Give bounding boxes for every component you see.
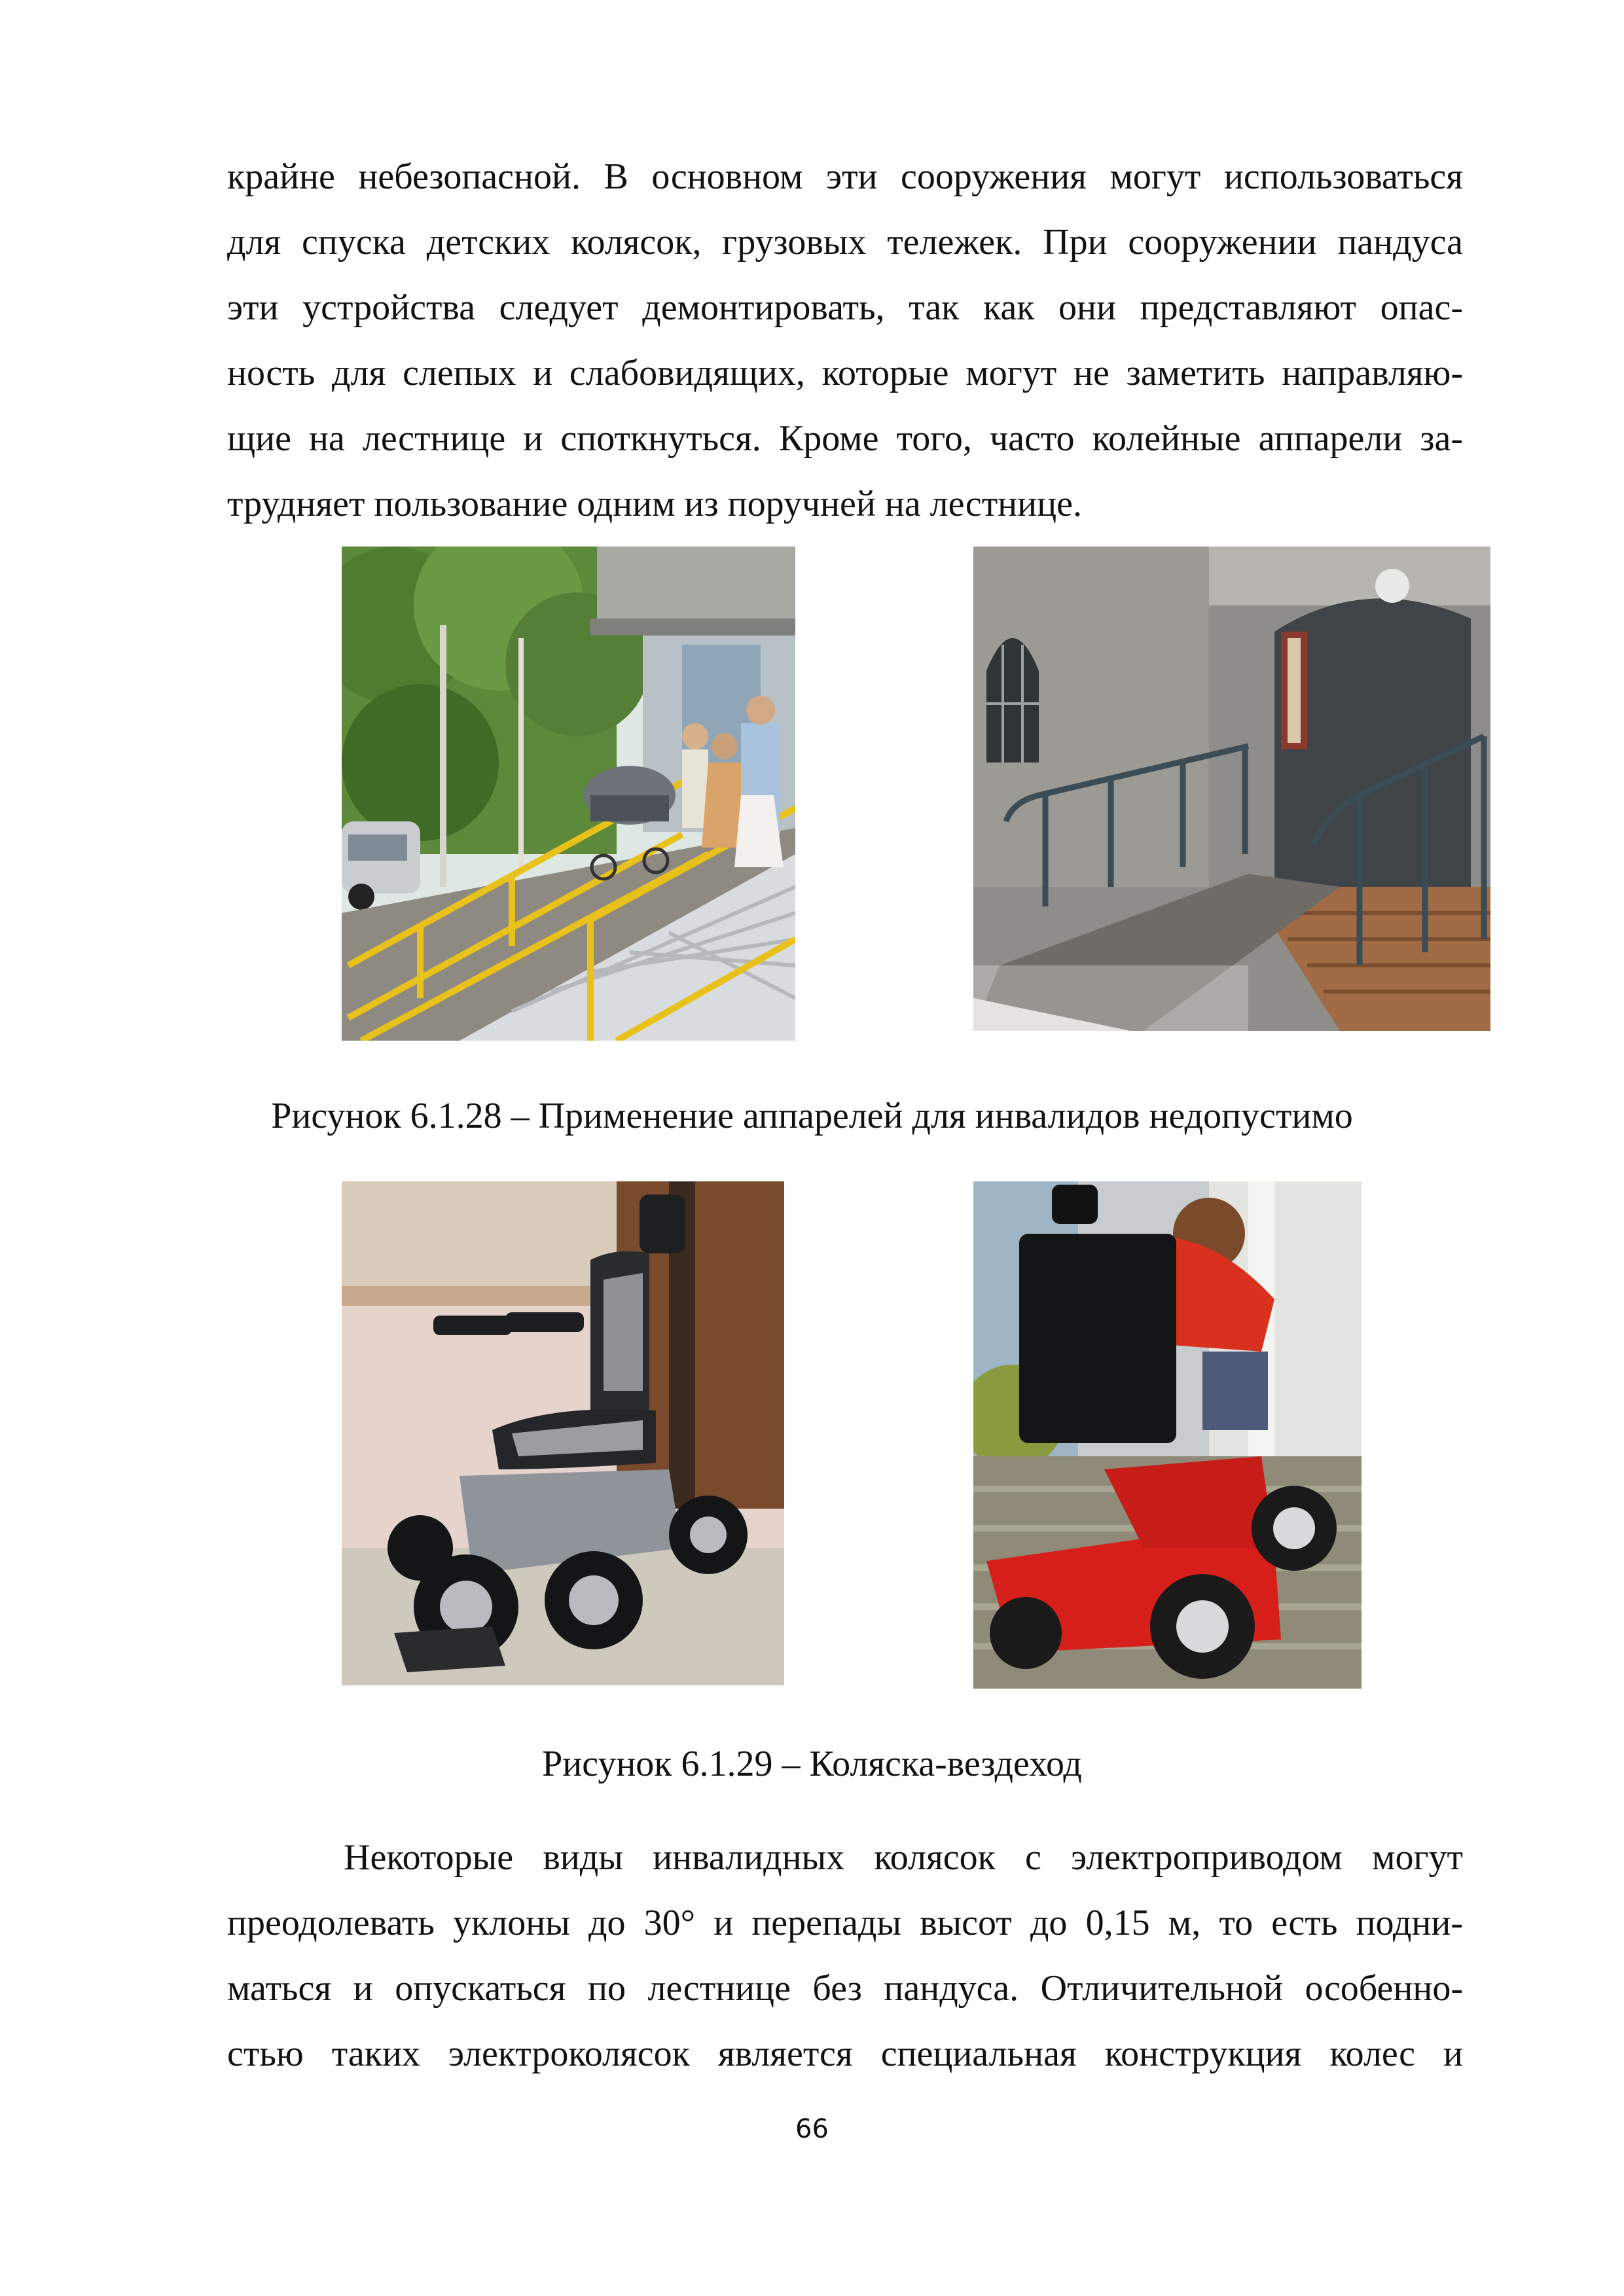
photo-wheelchair-stairs: [973, 1181, 1362, 1689]
figure-29-caption: Рисунок 6.1.29 – Коляска-вездеход: [542, 1744, 1082, 1784]
text-line: для спуска детских колясок, грузовых тележек. При сооружении пандуса: [227, 222, 1463, 262]
figure-28-caption: Рисунок 6.1.28 – Применение аппарелей для инвалидов недопустимо: [271, 1096, 1353, 1136]
text-line: эти устройства следует демонтировать, так как они представляют опас-: [227, 287, 1463, 328]
bottom-paragraph: [227, 1825, 1463, 2087]
text-line: Некоторые виды инвалидных колясок с электроприводом могут: [344, 1837, 1463, 1878]
text-line: крайне небезопасной. В основном эти сооружения могут использоваться: [227, 156, 1463, 197]
photo-ramp-stroller: [342, 547, 795, 1041]
page-number: 66: [795, 2114, 829, 2144]
text-line: стью таких электроколясок является специальная конструкция колес и: [227, 2034, 1463, 2074]
photo-entrance-ramp: [973, 547, 1490, 1031]
photo-wheelchair-indoor: [342, 1181, 784, 1685]
text-line: маться и опускаться по лестнице без пандуса. Отличительной особенно-: [227, 1968, 1463, 2009]
text-line: преодолевать уклоны до 30° и перепады высот до 0,15 м, то есть подни-: [227, 1903, 1463, 1943]
text-line: ность для слепых и слабовидящих, которые могут не заметить направляю-: [227, 353, 1463, 393]
text-line: щие на лестнице и споткнуться. Кроме того, часто колейные аппарели за-: [227, 418, 1463, 459]
text-line: трудняет пользование одним из поручней на лестнице.: [227, 484, 1082, 524]
top-paragraph: [227, 144, 1463, 537]
